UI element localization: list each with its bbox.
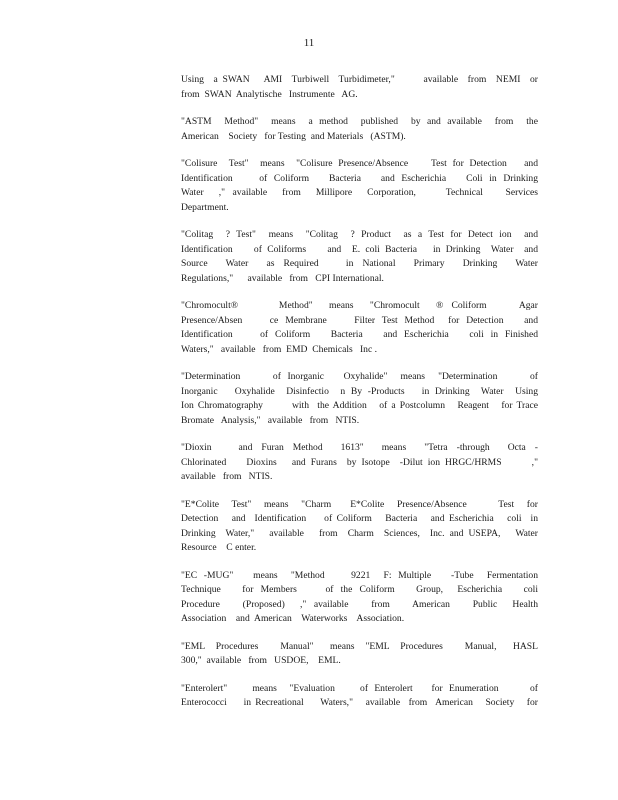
text-line: Inorganic Oxyhalide Disinfectio n By -Products in Drinking Water Using — [181, 385, 538, 397]
text-line: "Determination of Inorganic Oxyhalide" means "Determination of — [181, 371, 538, 382]
text-line: "EML Procedures Manual" means "EML Procedures Manual, HASL — [181, 640, 538, 652]
definition-paragraph — [181, 157, 538, 215]
text-line: American Society for Testing and Materials (ASTM). — [181, 130, 406, 142]
text-line: Identification of Coliform Bacteria and Escherichia Coli in Drinking — [181, 172, 538, 184]
definition-paragraph — [181, 370, 538, 428]
text-line: Enterococci in Recreational Waters," available from American Society for — [181, 697, 538, 708]
text-line: Drinking Water," available from Charm Sciences, Inc. and USEPA, Water — [181, 527, 538, 539]
text-line: "Colisure Test" means "Colisure Presence/Absence Test for Detection and — [181, 158, 538, 169]
text-line: Using a SWAN AMI Turbiwell Turbidimeter," available from NEMI or — [181, 74, 538, 85]
text-line: Source Water as Required in National Primary Drinking Water — [181, 258, 538, 269]
definition-paragraph — [181, 115, 538, 144]
definition-paragraph — [181, 682, 538, 711]
definition-paragraph — [181, 228, 538, 286]
text-line: "EC -MUG" means "Method 9221 F: Multiple -Tube Fermentation — [181, 569, 538, 581]
page-number: 11 — [303, 37, 315, 49]
definition-paragraph — [181, 569, 538, 627]
text-line: Chlorinated Dioxins and Furans by Isotope -Dilut ion HRGC/HRMS ," — [181, 456, 538, 468]
text-line: Ion Chromatography with the Addition of a Postcolumn Reagent for Trace — [181, 400, 538, 411]
text-line: Presence/Absen ce Membrane Filter Test Method for Detection and — [181, 314, 538, 326]
definition-paragraph — [181, 441, 538, 485]
text-line: "E*Colite Test" means "Charm E*Colite Presence/Absence Test for — [181, 498, 538, 510]
text-line: Department. — [181, 201, 229, 213]
definition-paragraph — [181, 73, 538, 102]
text-line: "Chromocult® Method" means "Chromocult ® Coliform Agar — [181, 300, 538, 311]
text-line: "ASTM Method" means a method published by and available from the — [181, 116, 538, 127]
definition-paragraph — [181, 498, 538, 556]
text-line: Detection and Identification of Coliform Bacteria and Escherichia coli in — [181, 513, 538, 524]
text-line: Technique for Members of the Coliform Group, Escherichia coli — [181, 584, 538, 595]
text-line: "Colitag ? Test" means "Colitag ? Product as a Test for Detect ion and — [181, 229, 538, 240]
text-line: Bromate Analysis," available from NTIS. — [181, 414, 360, 426]
text-line: Resource C enter. — [181, 542, 257, 553]
text-line: Association and American Waterworks Association. — [181, 613, 405, 624]
text-line: available from NTIS. — [181, 471, 273, 482]
text-line: Regulations," available from CPI International. — [181, 272, 384, 284]
text-line: Identification of Coliforms and E. coli Bacteria in Drinking Water and — [181, 243, 538, 255]
definition-paragraph — [181, 299, 538, 357]
text-line: Waters," available from EMD Chemicals Inc . — [181, 343, 378, 355]
text-line: Procedure (Proposed) ," available from American Public Health — [181, 598, 538, 610]
document-body — [181, 73, 538, 724]
text-line: "Dioxin and Furan Method 1613" means "Tetra -through Octa - — [181, 442, 538, 453]
text-line: Water ," available from Millipore Corporation, Technical Services — [181, 187, 538, 198]
text-line: "Enterolert" means "Evaluation of Enterolert for Enumeration of — [181, 682, 538, 694]
text-line: from SWAN Analytische Instrumente AG. — [181, 88, 358, 100]
text-line: Identification of Coliform Bacteria and Escherichia coli in Finished — [181, 329, 538, 340]
definition-paragraph — [181, 640, 538, 669]
text-line: 300," available from USDOE, EML. — [181, 655, 341, 666]
